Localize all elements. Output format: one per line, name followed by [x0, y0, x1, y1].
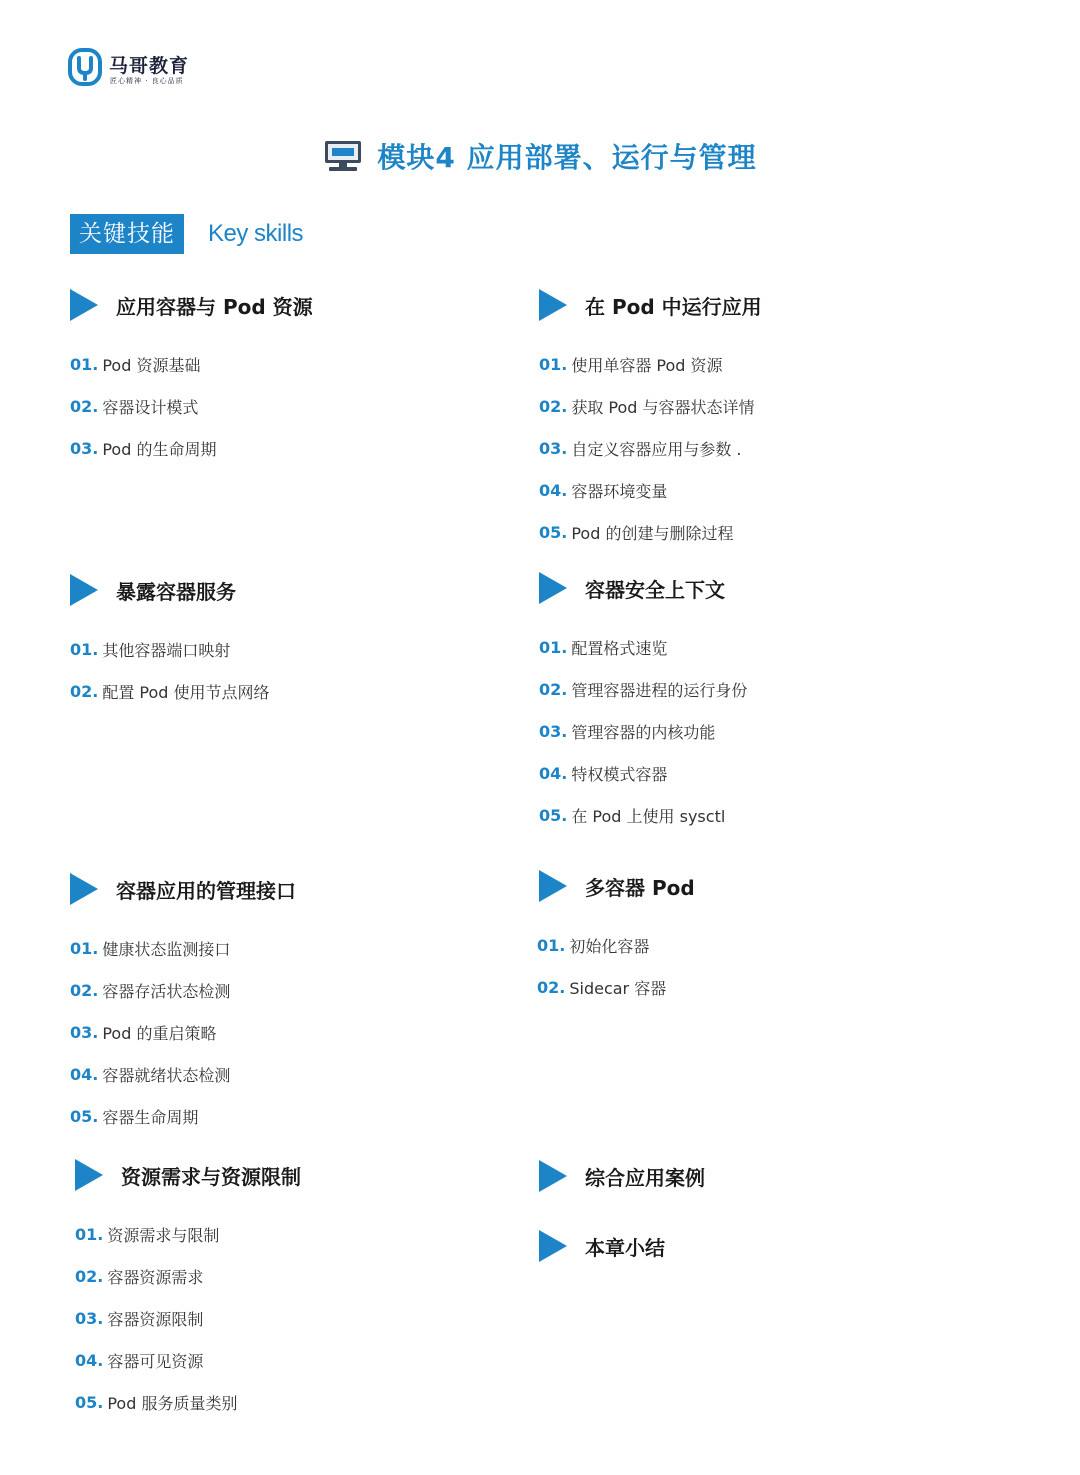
item-number: 03. — [70, 1022, 99, 1042]
item-number: 01. — [70, 938, 99, 958]
section-app-containers-pod — [70, 287, 313, 459]
item-number: 01. — [539, 637, 568, 657]
item-text: 容器资源限制 — [107, 1309, 204, 1329]
list-item — [539, 794, 747, 836]
item-text: 管理容器的内核功能 — [571, 722, 716, 742]
list-item — [539, 668, 747, 710]
list-item — [539, 385, 755, 427]
item-number: 01. — [70, 354, 99, 374]
list-item — [539, 427, 755, 469]
section-security-context — [539, 570, 748, 826]
item-number: 01. — [537, 935, 566, 955]
brand-logo — [68, 48, 208, 90]
item-text: Pod 的重启策略 — [102, 1023, 217, 1043]
section-title: 暴露容器服务 — [116, 579, 236, 604]
item-text: 容器就绪状态检测 — [102, 1065, 231, 1085]
item-text: 管理容器进程的运行身份 — [571, 680, 748, 700]
item-text: 容器存活状态检测 — [102, 981, 231, 1001]
section-resource-requests-limits — [75, 1157, 301, 1413]
list-item — [75, 1213, 237, 1255]
item-text: Pod 的创建与删除过程 — [571, 523, 734, 543]
list-item — [539, 469, 755, 511]
list-item — [75, 1297, 237, 1339]
section-run-apps-in-pod — [539, 287, 762, 543]
list-item — [537, 924, 666, 966]
item-number: 02. — [75, 1266, 104, 1286]
item-number: 03. — [539, 438, 568, 458]
item-number: 02. — [537, 977, 566, 997]
item-text: 初始化容器 — [569, 936, 650, 956]
triangle-bullet-icon — [539, 572, 567, 604]
item-number: 01. — [70, 639, 99, 659]
section-title: 容器安全上下文 — [585, 577, 725, 602]
section-title: 应用容器与 Pod 资源 — [116, 294, 313, 319]
list-item — [75, 1255, 237, 1297]
item-text: 健康状态监测接口 — [102, 939, 231, 959]
list-item — [75, 1381, 237, 1423]
item-number: 02. — [70, 396, 99, 416]
module-title — [0, 134, 1080, 178]
list-item — [70, 1011, 230, 1053]
list-item — [539, 626, 747, 668]
section-title: 本章小结 — [585, 1235, 665, 1260]
item-text: Pod 资源基础 — [102, 355, 201, 375]
item-text: 配置 Pod 使用节点网络 — [102, 682, 270, 702]
list-item — [70, 927, 230, 969]
item-text: Pod 的生命周期 — [102, 439, 217, 459]
item-text: 容器设计模式 — [102, 397, 199, 417]
computer-icon — [323, 139, 363, 173]
item-text: 资源需求与限制 — [107, 1225, 220, 1245]
item-text: 在 Pod 上使用 sysctl — [571, 806, 726, 826]
section-title: 多容器 Pod — [585, 875, 695, 900]
list-item — [537, 966, 666, 1008]
item-number: 04. — [539, 763, 568, 783]
item-text: 容器生命周期 — [102, 1107, 199, 1127]
list-item — [539, 511, 755, 553]
item-number: 05. — [539, 522, 568, 542]
section-management-interfaces — [70, 871, 296, 1127]
list-item — [70, 1095, 230, 1137]
list-item — [75, 1339, 237, 1381]
section-title: 在 Pod 中运行应用 — [585, 294, 762, 319]
item-number: 02. — [70, 681, 99, 701]
section-chapter-summary — [539, 1228, 665, 1264]
item-text: 容器资源需求 — [107, 1267, 204, 1287]
section-multi-container-pod — [537, 868, 695, 998]
list-item — [70, 670, 270, 712]
item-number: 01. — [75, 1224, 104, 1244]
list-item — [539, 752, 747, 794]
item-number: 04. — [539, 480, 568, 500]
item-text: 使用单容器 Pod 资源 — [571, 355, 723, 375]
list-item — [70, 385, 216, 427]
list-item — [70, 343, 216, 385]
item-number: 05. — [75, 1392, 104, 1412]
item-number: 03. — [75, 1308, 104, 1328]
item-text: Pod 服务质量类别 — [107, 1393, 238, 1413]
item-text: 其他容器端口映射 — [102, 640, 231, 660]
triangle-bullet-icon — [539, 1230, 567, 1262]
item-text: 特权模式容器 — [571, 764, 668, 784]
key-skills-header — [70, 214, 303, 254]
item-number: 02. — [70, 980, 99, 1000]
item-number: 01. — [539, 354, 568, 374]
item-number: 02. — [539, 396, 568, 416]
item-text: 容器环境变量 — [571, 481, 668, 501]
list-item — [70, 1053, 230, 1095]
brand-name: 马哥教育 — [109, 55, 190, 77]
list-item — [539, 343, 755, 385]
item-number: 03. — [539, 721, 568, 741]
triangle-bullet-icon — [70, 289, 98, 321]
item-text: Sidecar 容器 — [569, 978, 667, 998]
section-title: 资源需求与资源限制 — [121, 1164, 301, 1189]
brand-logo-mark-icon — [68, 48, 102, 86]
item-number: 05. — [70, 1106, 99, 1126]
triangle-bullet-icon — [539, 870, 567, 902]
item-text: 获取 Pod 与容器状态详情 — [571, 397, 755, 417]
item-number: 03. — [70, 438, 99, 458]
triangle-bullet-icon — [70, 574, 98, 606]
list-item — [539, 710, 747, 752]
item-number: 04. — [70, 1064, 99, 1084]
section-expose-services — [70, 572, 270, 702]
list-item — [70, 427, 216, 469]
triangle-bullet-icon — [539, 289, 567, 321]
item-number: 05. — [539, 805, 568, 825]
list-item — [70, 969, 230, 1011]
item-number: 04. — [75, 1350, 104, 1370]
section-title: 综合应用案例 — [585, 1165, 705, 1190]
section-case-studies — [539, 1158, 705, 1194]
triangle-bullet-icon — [70, 873, 98, 905]
key-skills-badge: 关键技能 — [70, 214, 184, 254]
key-skills-english: Key skills — [208, 220, 304, 247]
item-text: 配置格式速览 — [571, 638, 668, 658]
item-number: 02. — [539, 679, 568, 699]
section-title: 容器应用的管理接口 — [116, 878, 296, 903]
triangle-bullet-icon — [539, 1160, 567, 1192]
triangle-bullet-icon — [75, 1159, 103, 1191]
list-item — [70, 628, 270, 670]
module-title-text: 模块4 应用部署、运行与管理 — [377, 141, 757, 174]
item-text: 自定义容器应用与参数 . — [571, 439, 742, 459]
brand-slogan: 匠心精神 · 良心品质 — [110, 77, 184, 85]
item-text: 容器可见资源 — [107, 1351, 204, 1371]
